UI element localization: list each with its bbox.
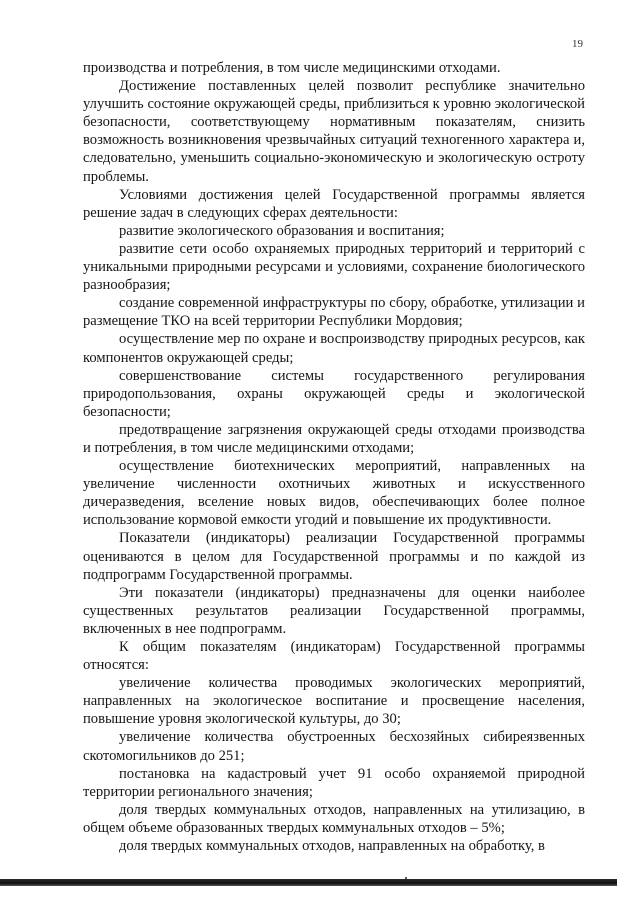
paragraph: Показатели (индикаторы) реализации Государственной программы оцениваются в целом для Государственной программы и по каждой из подпрограмм Государственной программы.: [83, 530, 585, 583]
document-body: [83, 59, 585, 855]
list-item: осуществление биотехнических мероприятий, направленных на увеличение численности охотничьих животных и искусственного дичеразведения, вселение новых видов, обеспечивающих более полное использование кормовой емкости угодий и повышение их продуктивности.: [83, 458, 585, 529]
list-item: постановка на кадастровый учет 91 особо охраняемой природной территории регионального значения;: [83, 765, 585, 800]
list-item: развитие сети особо охраняемых природных территорий и территорий с уникальными природными ресурсами и условиями, сохранение биологического разнообразия;: [83, 240, 585, 294]
paragraph: Достижение поставленных целей позволит республике значительно улучшить состояние окружающей среды, приблизиться к уровню экологической безопасности, соответствующему нормативным показателям, снизить возможность возникновения чрезвычайных ситуаций техногенного характера и, следовательно, уменьшить социально-экономическую и экологическую остроту проблемы.: [83, 78, 585, 185]
list-item: создание современной инфраструктуры по сбору, обработке, утилизации и размещение ТКО на всей территории Республики Мордовия;: [83, 295, 585, 330]
paragraph: К общим показателям (индикаторам) Государственной программы относятся:: [83, 639, 585, 674]
paragraph: производства и потребления, в том числе медицинскими отходами.: [83, 60, 501, 76]
scan-edge-gap: [617, 868, 640, 905]
scan-edge-shadow: [0, 879, 640, 886]
list-item: развитие экологического образования и воспитания;: [119, 222, 445, 239]
page-number: 19: [572, 38, 583, 50]
list-item: осуществление мер по охране и воспроизводству природных ресурсов, как компонентов окружающей среды;: [83, 331, 585, 366]
list-item: увеличение количества проводимых экологических мероприятий, направленных на экологическое воспитание и просвещение населения, повышение уровня экологической культуры, до 30;: [83, 675, 585, 728]
list-item: доля твердых коммунальных отходов, направленных на утилизацию, в общем объеме образованных твердых коммунальных отходов – 5%;: [83, 801, 585, 836]
list-item: предотвращение загрязнения окружающей среды отходами производства и потребления, в том числе медицинскими отходами;: [83, 421, 585, 456]
list-item: доля твердых коммунальных отходов, направленных на обработку, в: [119, 838, 545, 855]
list-item: увеличение количества обустроенных бесхозяйных сибиреязвенных скотомогильников до 251;: [83, 729, 585, 764]
list-item: совершенствование системы государственного регулирования природопользования, охраны окружающей среды и экологической безопасности;: [83, 367, 585, 420]
paragraph: Условиями достижения целей Государственной программы является решение задач в следующих сферах деятельности:: [83, 186, 585, 221]
paragraph: Эти показатели (индикаторы) предназначены для оценки наиболее существенных результатов реализации Государственной программы, включенных в нее подпрограмм.: [83, 584, 585, 637]
